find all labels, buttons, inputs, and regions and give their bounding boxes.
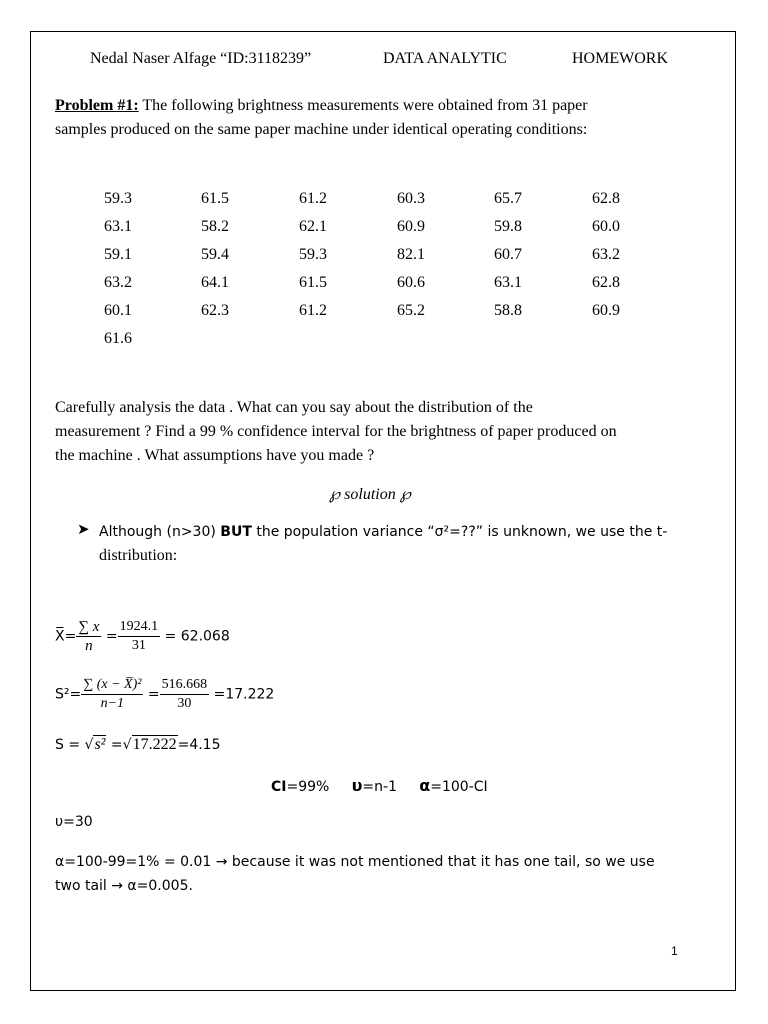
data-cell: 62.8	[592, 274, 620, 291]
question-line-1: Carefully analysis the data . What can you say about the distribution of the	[55, 399, 533, 416]
variance-formula	[55, 676, 274, 713]
data-cell: 65.7	[494, 190, 522, 207]
mean-denominator: n	[85, 638, 93, 654]
question-line-2: measurement ? Find a 99 % confidence interval for the brightness of paper produced on	[55, 423, 617, 440]
question-text	[55, 396, 695, 468]
data-cell: 63.1	[104, 218, 132, 235]
bullet-bold: BUT	[220, 524, 252, 540]
degrees-of-freedom: υ=30	[55, 814, 93, 830]
variance-lhs: S²=	[55, 686, 82, 703]
nu-value: =n-1	[362, 779, 397, 795]
data-cell: 60.7	[494, 246, 522, 263]
data-cell: 62.1	[299, 218, 327, 235]
data-cell: 61.5	[299, 274, 327, 291]
course-title: DATA ANALYTIC	[383, 50, 507, 67]
data-cell: 62.3	[201, 302, 229, 319]
data-cell: 60.1	[104, 302, 132, 319]
variance-result: =17.222	[213, 686, 275, 703]
problem-text-2: samples produced on the same paper machine under identical operating conditions:	[55, 121, 588, 138]
arrow-bullet-icon: ➤	[77, 522, 90, 538]
alpha-line-2: two tail → α=0.005.	[55, 878, 193, 894]
data-cell: 59.4	[201, 246, 229, 263]
assumption-text	[99, 520, 667, 568]
data-cell: 82.1	[397, 246, 425, 263]
data-cell: 64.1	[201, 274, 229, 291]
stddev-radicand-2: 17.222	[132, 736, 177, 753]
bullet-part-2: the population variance “σ²=??” is unknown, we use the t-	[251, 524, 668, 540]
alpha-label: α	[419, 776, 431, 795]
problem-label: Problem #1:	[55, 97, 139, 114]
data-cell: 63.2	[592, 246, 620, 263]
page-number: 1	[671, 944, 678, 958]
data-cell: 65.2	[397, 302, 425, 319]
stddev-formula	[55, 736, 221, 754]
bullet-line-2: distribution:	[99, 547, 178, 564]
data-cell: 60.9	[397, 218, 425, 235]
stddev-result: =4.15	[177, 737, 221, 753]
stddev-radicand-1: s²	[94, 736, 106, 753]
mean-sum-value: 1924.1	[118, 618, 161, 637]
data-cell: 58.8	[494, 302, 522, 319]
variance-numerator: ∑ (x − X̅)²	[81, 676, 143, 695]
variance-df-value: 30	[177, 696, 192, 711]
data-cell: 61.2	[299, 190, 327, 207]
parameters-line	[271, 776, 488, 795]
ci-value: =99%	[286, 779, 330, 795]
mean-result: = 62.068	[164, 628, 230, 645]
data-cell: 60.0	[592, 218, 620, 235]
data-cell: 58.2	[201, 218, 229, 235]
data-cell: 63.2	[104, 274, 132, 291]
solution-title: ℘ solution ℘	[329, 486, 411, 503]
data-cell: 63.1	[494, 274, 522, 291]
mean-eq: =	[105, 628, 118, 645]
data-cell: 61.6	[104, 330, 132, 347]
nu-label: υ	[351, 776, 363, 795]
mean-formula	[55, 618, 230, 655]
data-cell: 59.1	[104, 246, 132, 263]
document-type: HOMEWORK	[572, 50, 668, 67]
data-cell: 62.8	[592, 190, 620, 207]
question-line-3: the machine . What assumptions have you made ?	[55, 447, 375, 464]
bullet-part-1: Although (n>30)	[99, 524, 221, 540]
data-cell: 60.9	[592, 302, 620, 319]
variance-ss-value: 516.668	[160, 676, 210, 695]
alpha-value: =100-CI	[430, 779, 488, 795]
problem-text-1: The following brightness measurements were obtained from 31 paper	[138, 97, 588, 114]
problem-statement	[55, 94, 695, 142]
mean-count-value: 31	[131, 638, 146, 653]
variance-eq: =	[147, 686, 160, 703]
mean-numerator: ∑ x	[78, 619, 100, 635]
alpha-line-1: α=100-99=1% = 0.01 → because it was not mentioned that it has one tail, so we use	[55, 854, 655, 870]
data-cell: 61.2	[299, 302, 327, 319]
data-cell: 60.3	[397, 190, 425, 207]
ci-label: CI	[271, 779, 287, 795]
stddev-mid: =√	[106, 737, 132, 753]
stddev-lhs: S = √	[55, 737, 94, 753]
variance-denominator: n−1	[100, 696, 125, 711]
data-cell: 61.5	[201, 190, 229, 207]
data-cell: 60.6	[397, 274, 425, 291]
author-name: Nedal Naser Alfage “ID:3118239”	[90, 50, 312, 67]
data-cell: 59.8	[494, 218, 522, 235]
data-cell: 59.3	[104, 190, 132, 207]
mean-lhs: X̅=	[55, 628, 77, 645]
document-page	[30, 31, 736, 991]
data-cell: 59.3	[299, 246, 327, 263]
alpha-explanation	[55, 850, 655, 898]
